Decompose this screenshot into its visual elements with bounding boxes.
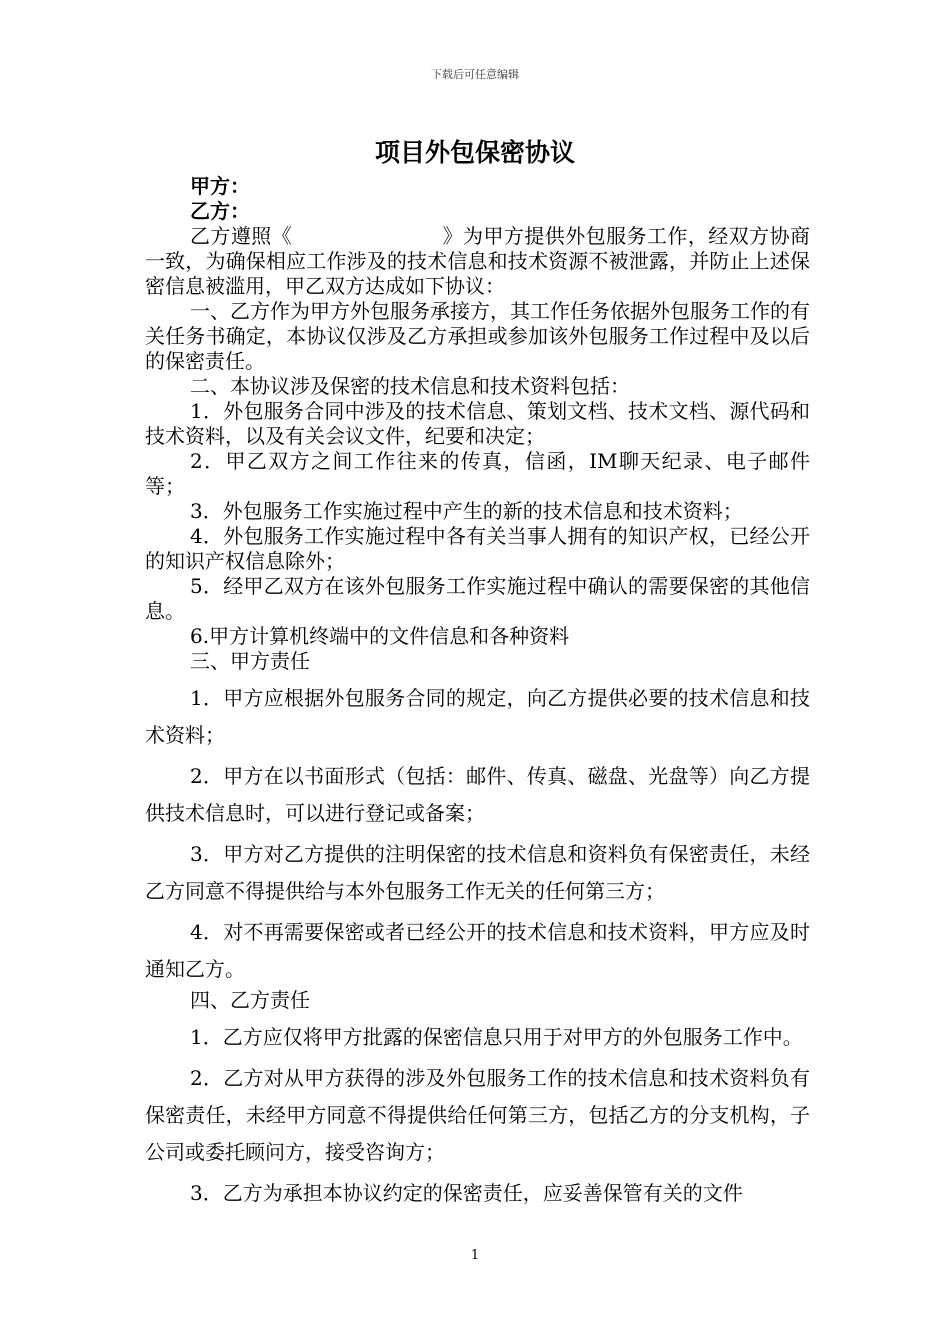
section-2-item-3: 3．外包服务工作实施过程中产生的新的技术信息和技术资料； [190, 499, 743, 523]
intro-post: 》为甲方提供外包服务工作，经双方协商一致，为确保相应工作涉及的技术信息和技术资源不被泄露，并防止上述保密信息被滥用，甲乙双方达成如下协议： [145, 224, 811, 298]
section-3-title: 三、甲方责任 [190, 649, 310, 673]
section-1: 一、乙方作为甲方外包服务承接方，其工作任务依据外包服务工作的有关任务书确定，本协议仅涉及乙方承担或参加该外包服务工作过程中及以后的保密责任。 [145, 299, 810, 373]
section-3-item-3: 3．甲方对乙方提供的注明保密的技术信息和资料负有保密责任，未经乙方同意不得提供给与本外包服务工作无关的任何第三方； [145, 842, 810, 903]
section-3-item-2: 2．甲方在以书面形式（包括：邮件、传真、磁盘、光盘等）向乙方提供技术信息时，可以进行登记或备案； [145, 764, 810, 825]
section-2-item-4: 4．外包服务工作实施过程中各有关当事人拥有的知识产权，已经公开的知识产权信息除外； [145, 524, 810, 573]
party-a-label: 甲方： [190, 174, 250, 198]
intro-paragraph [145, 224, 810, 299]
section-2-item-1: 1．外包服务合同中涉及的技术信息、策划文档、技术文档、源代码和技术资料，以及有关会议文件，纪要和决定； [145, 399, 810, 448]
section-3-item-4: 4．对不再需要保密或者已经公开的技术信息和技术资料，甲方应及时通知乙方。 [145, 920, 810, 981]
section-4-item-1: 1．乙方应仅将甲方批露的保密信息只用于对甲方的外包服务工作中。 [190, 1025, 803, 1049]
party-b-label: 乙方： [190, 199, 250, 223]
section-4-title: 四、乙方责任 [190, 988, 310, 1012]
document-body [145, 174, 810, 1212]
page-header: 下载后可任意编辑 [431, 68, 519, 81]
section-3-item-1: 1．甲方应根据外包服务合同的规定，向乙方提供必要的技术信息和技术资料； [145, 686, 810, 747]
document-title: 项目外包保密协议 [374, 138, 575, 167]
section-4-item-2: 2．乙方对从甲方获得的涉及外包服务工作的技术信息和技术资料负有保密责任，未经甲方同意不得提供给任何第三方，包括乙方的分支机构，子公司或委托顾问方，接受咨询方； [145, 1066, 810, 1164]
section-2-title: 二、本协议涉及保密的技术信息和技术资料包括： [190, 374, 630, 398]
section-2-item-6: 6.甲方计算机终端中的文件信息和各种资料 [190, 624, 570, 648]
section-2-item-5: 5．经甲乙双方在该外包服务工作实施过程中确认的需要保密的其他信息。 [145, 574, 810, 623]
section-2-item-2: 2．甲乙双方之间工作往来的传真，信函，IM聊天纪录、电子邮件等； [145, 449, 810, 498]
intro-pre: 乙方遵照《 [190, 224, 293, 248]
section-4-item-3: 3．乙方为承担本协议约定的保密责任，应妥善保管有关的文件 [190, 1181, 743, 1205]
page-number: 1 [470, 1248, 480, 1263]
